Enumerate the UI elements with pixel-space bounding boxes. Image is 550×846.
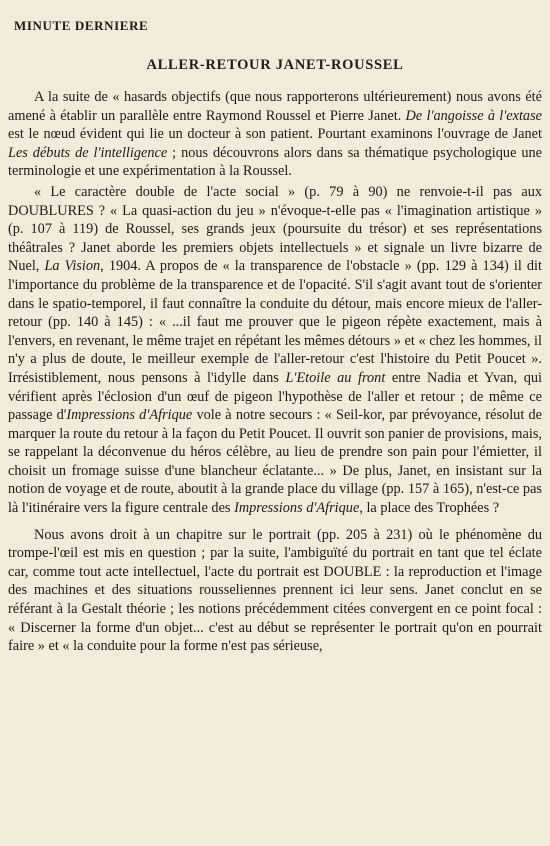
italic-title-text: La Vision [44,258,101,275]
paragraph-text: , 1904. A propos de « la transparence de l'obstacle » (pp. 129 à 134) il dit l'importance du problème de la transparence et de l'opacité. S'il s'agit avant tout de s'orienter dans le spatio-temporel, il faut connaître la conduite du détour, mais encore mieux de l'aller-retour (pp. 140 à 145) : « ...il faut me prouver que le pigeon répète exactement, mais à l'envers, en revenant, le même trajet en répétant les mêmes détours » et « chez les hommes, il n'y a plus de doute, le meilleur exemple de l'aller-retour c'est l'histoire du Petit Poucet ». Irrésistiblement, nous pensons à l'idylle dans [8,258,542,386]
paragraph-text: entre Nadia et Yvan, qui vérifient après l'éclosion d'un œuf de pigeon l'hypothèse de l'aller et retour ; de même ce passage d' [8,369,543,424]
paragraph-text: est le nœud évident qui lie un docteur à son patient. Pourtant examinons l'ouvrage de Janet [8,126,542,143]
paragraph-text: A la suite de « hasards objectifs (que nous rapporterons ultérieurement) nous avons été amené à établir un parallèle entre Raymond Roussel et Pierre Janet. [8,89,542,124]
paragraph-text: ; nous découvrons alors dans sa thématique psychologique une terminologie et une expérimentation à la Roussel. [8,144,542,180]
italic-title-text: Les débuts de l'intelligence [8,144,168,161]
italic-title-text: L'Etoile au front [285,369,386,386]
article-body [8,88,542,658]
paragraph [8,526,542,656]
paragraph-text: vole à notre secours : « Seil-kor, par prévoyance, résolut de marquer la route du retour à la façon du Petit Poucet. Il ouvrit son panier de provisions, mais, se rappelant la déconvenue du héros célèbre, au lieu de prendre son pain pour l'émietter, il choisit un fromage suisse d'une blancheur éclatante... » De plus, Janet, en insistant sur la notion de voyage et de route, aboutit à la grande place du village (pp. 157 à 165), n'est-ce pas là l'itinéraire vers la figure centrale des [8,407,542,517]
italic-title-text: Impressions d'Afrique [234,500,360,517]
article-title: ALLER-RETOUR JANET-ROUSSEL [146,57,404,73]
paragraph-text: « Le caractère double de l'acte social » (p. 79 à 90) ne renvoie-t-il pas aux DOUBLURES ? « La quasi-action du jeu » n'évoque-t-elle pas « l'imagination artistique » (p. 107 à 119) de Roussel, ses grands jeux (poursuite du trésor) et ses représentations théâtrales ? Janet aborde les premiers objets intellectuels » et signale un livre bizarre de Nuel, [8,183,542,275]
section-label: MINUTE DERNIERE [14,18,149,33]
paragraph [8,88,542,181]
italic-title-text: De l'angoisse à l'extase [405,107,542,124]
italic-title-text: Impressions d'Afrique [66,407,193,424]
paragraph [8,183,542,518]
paragraph-text: Nous avons droit à un chapitre sur le portrait (pp. 205 à 231) où le phénomène du trompe-l'œil est mis en question ; par la suite, l'ambiguïté du portrait en tant que tel éclate car, comme tout acte intellectuel, l'acte du portrait est DOUBLE : la reproduction et l'image des machines et des situations rousseliennes prennent ici leur sens. Janet conclut en se référant à la Gestalt théorie ; les notions précédemment citées convergent en ce point focal : « Discerner la forme d'un objet... c'est au début se représenter le portrait qu'on en pourrait faire » et « la conduite pour la forme n'est pas sérieuse, [8,526,542,655]
paragraph-text: , la place des Trophées ? [359,500,500,517]
